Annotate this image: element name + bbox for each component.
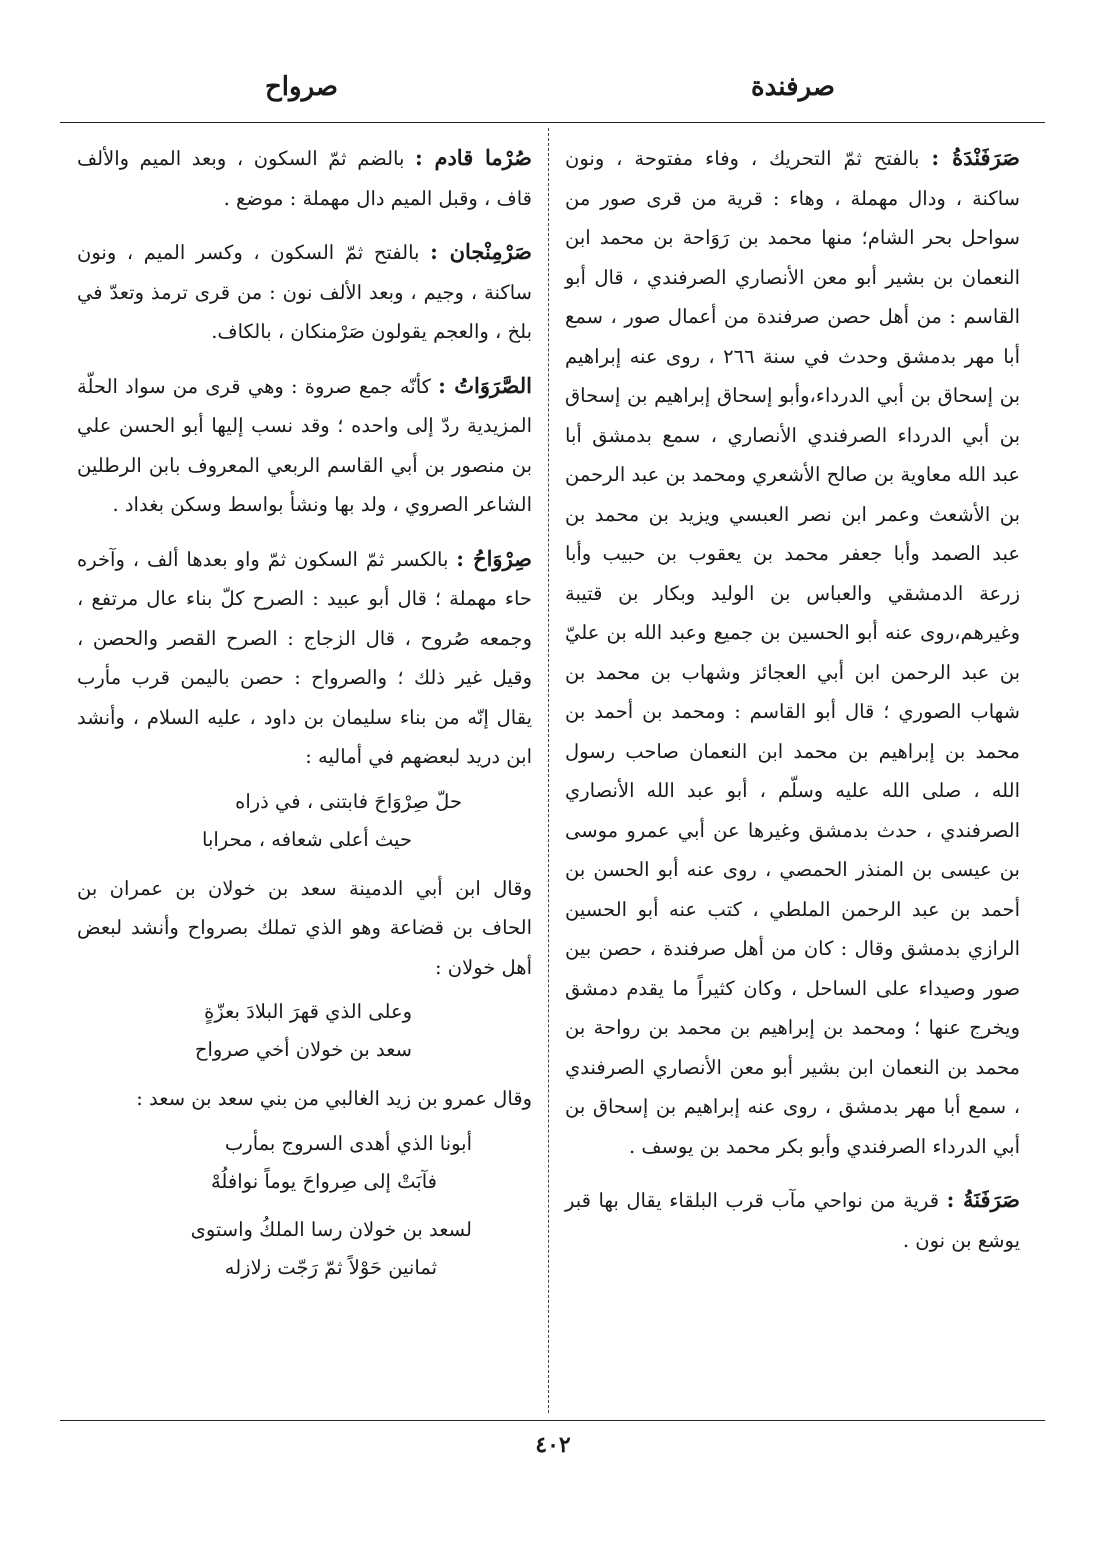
verse — [77, 1211, 532, 1287]
verse-line: لسعد بن خولان رسا الملكُ واستوى — [190, 1217, 472, 1241]
verse — [77, 1125, 532, 1201]
entry-text: بالفتح ثمّ السكون ، وكسر الميم ، ونون ساكنة ، وجيم ، وبعد الألف نون : من قرى ترمذ وتعدّ في بلخ ، والعجم يقولون صَرْمنكان ، بالكاف. — [77, 241, 532, 343]
verse-line: ثمانين حَوْلاً ثمّ رَجّت زلازله — [224, 1255, 437, 1279]
verse-line: فآبَتْ إلى صِرواحَ يوماً نوافلُهْ — [210, 1169, 437, 1193]
entry-body — [77, 366, 532, 525]
entry-sarafana — [565, 1180, 1020, 1260]
entry-headword: صَرْمِنْجان : — [430, 239, 532, 264]
verse-line: سعد بن خولان أخي صرواح — [194, 1038, 412, 1061]
entry-surma-qadim — [77, 138, 532, 218]
entry-body — [77, 539, 532, 777]
entry-headword: صَرَفَنْدَةُ : — [931, 145, 1021, 170]
entry-text: وقال عمرو بن زيد الغالبي من بني سعد بن سعد : — [136, 1087, 532, 1110]
entry-sarminjan — [77, 232, 532, 352]
verse-line: وعلى الذي قهرَ البلادَ بعزّةٍ — [204, 1000, 412, 1023]
left-running-headword: صرواح — [265, 72, 338, 102]
left-column — [77, 138, 532, 1301]
entry-sarafanda — [565, 138, 1020, 1166]
entry-text: وقال ابن أبي الدمينة سعد بن خولان بن عمران بن الحاف بن قضاعة وهو الذي تملك بصرواح وأنشد لبعض أهل خولان : — [77, 876, 532, 979]
entry-headword: صِرْوَاحُ : — [456, 545, 532, 571]
running-header — [60, 72, 1045, 112]
entry-body — [77, 138, 532, 218]
entry-body — [565, 1180, 1020, 1260]
column-divider — [548, 128, 549, 1413]
header-rule — [60, 122, 1045, 123]
entry-text: قرية من نواحي مآب قرب البلقاء يقال بها قبر يوشع بن نون . — [565, 1189, 1020, 1252]
verse — [77, 783, 532, 859]
entry-text: كأنّه جمع صروة : وهي قرى من سواد الحلّة المزيدية ردّ إلى واحده ؛ وقد نسب إليها أبو الحسن علي بن منصور بن أبي القاسم الربعي المعروف بابن الرطلين الشاعر الصروي ، ولد بها ونشأ بواسط وسكن بغداد . — [77, 374, 532, 516]
entry-text: بالكسر ثمّ السكون ثمّ واو بعدها ألف ، وآخره حاء مهملة ؛ قال أبو عبيد : الصرح كلّ بناء عال مرتفع ، وجمعه صُروح ، قال الزجاج : الصرح القصر والحصن ، وقيل غير ذلك ؛ والصرواح : حصن باليمن قرب مأرب يقال إنّه من بناء سليمان بن داود ، عليه السلام ، وأنشد ابن دريد لبعضهم في أماليه : — [77, 547, 532, 768]
entry-headword: صُرْما قادم : — [415, 145, 533, 170]
verse-line: حلّ صِرْوَاحَ فابتنى ، في ذراه — [235, 789, 462, 813]
entry-headword: الصَّرَوَاتُ : — [438, 372, 533, 398]
entry-sirwah — [77, 539, 532, 1287]
entry-headword: صَرَفَنَةُ : — [946, 1187, 1020, 1212]
page-number: ٤٠٢ — [535, 1432, 571, 1458]
footer-rule — [60, 1420, 1045, 1421]
entry-body — [77, 232, 532, 352]
entry-sarawat — [77, 366, 532, 525]
right-column — [565, 138, 1020, 1274]
verse — [77, 993, 532, 1069]
verse-line: حيث أعلى شعافه ، محرابا — [202, 827, 412, 851]
entry-body — [565, 138, 1020, 1166]
entry-text: بالضم ثمّ السكون ، وبعد الميم والألف قاف ، وقبل الميم دال مهملة : موضع . — [77, 147, 532, 210]
entry-text: بالفتح ثمّ التحريك ، وفاء مفتوحة ، ونون ساكنة ، ودال مهملة ، وهاء : قرية من قرى صور من سواحل بحر الشام؛ منها محمد بن رَوَاحة بن محمد ابن النعمان بن بشير أبو معن الأنصاري الصرفندي ، قال أبو القاسم : من أهل حصن صرفندة من أعمال صور ، سمع أبا مهر بدمشق وحدث في سنة ٢٦٦ ، روى عنه إبراهيم بن إسحاق بن أبي الدرداء،وأبو إسحاق إبراهيم بن إسحاق بن أبي الدرداء الصرفندي الأنصاري ، سمع بدمشق أبا عبد الله معاوية بن صالح الأشعري ومحمد بن عبد الرحمن بن الأشعث وعمر ابن نصر العبسي ويزيد بن محمد بن عبد الصمد وأبا جعفر محمد بن يعقوب بن حبيب وأبا زرعة الدمشقي والعباس بن الوليد وبكار بن قتيبة وغيرهم،روى عنه أبو الحسين بن جميع وعبد الله بن عليّ بن عبد الرحمن ابن أبي العجائز وشهاب بن محمد بن شهاب الصوري ؛ قال أبو القاسم : ومحمد بن أحمد بن محمد بن إبراهيم بن محمد ابن النعمان صاحب رسول الله ، صلى الله عليه وسلّم ، أبو عبد الله الأنصاري الصرفندي ، حدث بدمشق وغيرها عن أبي عمرو موسى بن عيسى بن المنذر الحمصي ، روى عنه أبو الحسن بن أحمد بن عبد الرحمن الملطي ، كتب عنه أبو الحسين الرازي بدمشق وقال : كان من أهل صرفندة ، حصن بين صور وصيداء على الساحل ، وكان كثيراً ما يقدم دمشق ويخرج عنها ؛ ومحمد بن إبراهيم بن محمد بن رواحة بن محمد بن النعمان ابن بشير أبو معن الأنصاري الصرفندي ، سمع أبا مهر بدمشق ، روى عنه إبراهيم بن إسحاق بن أبي الدرداء الصرفندي وأبو بكر محمد بن يوسف . — [565, 147, 1020, 1158]
verse-line: أبونا الذي أهدى السروج بمأرب — [224, 1131, 472, 1155]
right-running-headword: صرفندة — [751, 72, 835, 102]
